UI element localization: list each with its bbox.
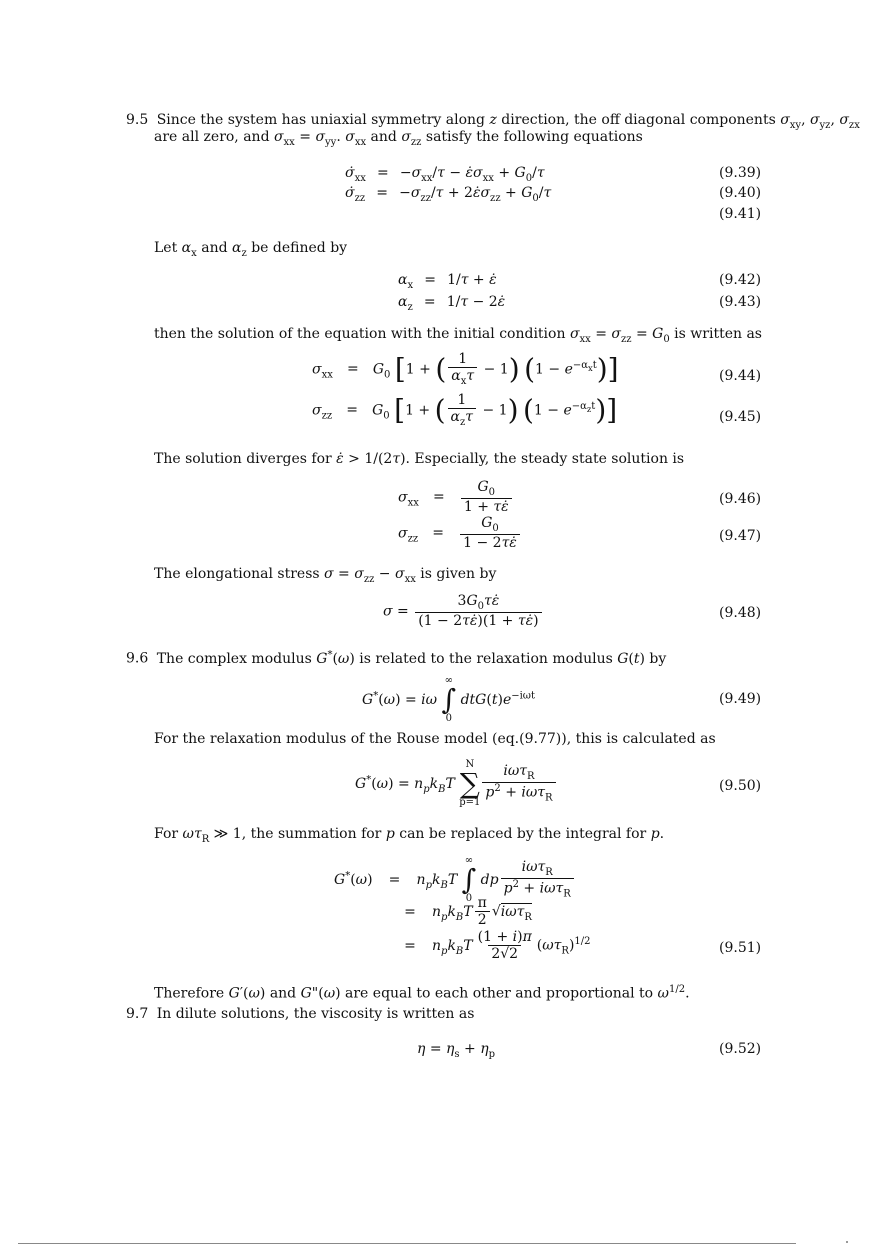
elong-text: The elongational stress $\sigma = \sigma_{zz} - \sigma_{xx}$ is given by (154, 566, 497, 585)
equation-9-47: $\sigma_{zz}$ = $\frac{G_0}{1 - 2\tau\varepsiloṅ}$ (398, 516, 522, 551)
equation-9-50: $G^*(\omega) = n_pk_BT$ N ∑ p=1 $\frac{i\omega\tau_R}{p^2 + i\omega\tau_R}$ (355, 760, 558, 808)
equation-9-46: $\sigma_{xx}$ = $\frac{G_0}{1 + \tau\varepsiloṅ}$ (398, 480, 514, 515)
problem-9-5-line2: are all zero, and $\sigma_{xx} = \sigma_{yy}$. $\sigma_{xx}$ and $\sigma_{zz}$ satisfy the following equations (154, 129, 643, 148)
sum-upper-limit: N (465, 759, 475, 770)
diverge-text: The solution diverges for ε̇ > 1/(2τ). Especially, the steady state solution is (154, 451, 685, 467)
equation-number: (9.47) (719, 528, 762, 544)
problem-9-7-text: In dilute solutions, the viscosity is written as (156, 1006, 475, 1022)
equation-number: (9.45) (719, 409, 762, 425)
equation-number: (9.50) (719, 778, 762, 794)
equation-9-48: σ = $\frac{3G_0\tau\varepsiloṅ}{(1 - 2\tau\varepsiloṅ)(1 + \tau\varepsiloṅ)}$ (383, 594, 544, 629)
equation-9-51-line3: = $n_pk_BT$ $\frac{(1 + i)\pi}{2√2}$ $(\omega\tau_R)^{1/2}$ (404, 929, 591, 962)
equation-9-51-line1: $G^*(\omega) = n_pk_BT$ ∞ ∫ 0 dp $\frac{i\omega\tau_R}{p^2 + i\omega\tau_R}$ (334, 856, 576, 904)
therefore-text: Therefore G′(ω) and G"(ω) are equal to each other and proportional to $\omega^{1/2}$. (154, 984, 690, 1002)
equation-number: (9.40) (719, 185, 762, 201)
equation-number: (9.39) (719, 165, 762, 181)
solution-text: then the solution of the equation with the initial condition $\sigma_{xx} = \sigma_{zz} = G_0$ is written as (154, 326, 762, 345)
equation-number: (9.48) (719, 605, 762, 621)
footer-rule (18, 1243, 796, 1244)
equation-9-42: $\alpha_x = 1/\tau$ + ε̇ (398, 272, 497, 291)
equation-number: (9.42) (719, 272, 762, 288)
sum-lower-limit: p=1 (459, 797, 481, 808)
equation-9-49: G*(ω) = iω ∞ ∫ 0 $dtG(t)e^{-i\omega t}$ (362, 675, 535, 724)
equation-9-52: $\eta = \eta_s + \eta_p$ (417, 1041, 495, 1060)
footer-dot (846, 1241, 848, 1243)
equation-number: (9.46) (719, 491, 762, 507)
equation-9-39: $\sigmȧ_{xx} = -\sigma_{xx}/\tau$ − $\varepsiloṅ\sigma_{xx} + G_0/\tau$ (345, 165, 545, 184)
equation-number: (9.43) (719, 294, 762, 310)
equation-number: (9.52) (719, 1041, 762, 1057)
limit-text: For $\omega\tau_R$ ≫ 1, the summation for p can be replaced by the integral for p. (154, 826, 665, 845)
equation-number: (9.49) (719, 691, 762, 707)
problem-number: 9.5 (126, 112, 149, 128)
rouse-text: For the relaxation modulus of the Rouse model (eq.(9.77)), this is calculated as (154, 731, 716, 747)
equation-9-44: $\sigma_{xx} = G_0$ [1 + ( $\frac{1}{\alpha_x\tau}$ − 1) $(1 - e^{-\alpha_xt})$] (312, 351, 619, 387)
equation-number: (9.51) (719, 940, 762, 956)
equation-9-43: $\alpha_z = 1/\tau$ − 2ε̇ (398, 294, 506, 313)
equation-9-45: $\sigma_{zz} = G_0$ [1 + ( $\frac{1}{\alpha_z\tau}$ − 1) $(1 - e^{-\alpha_zt})$] (312, 392, 618, 428)
equation-number: (9.41) (719, 206, 762, 222)
problem-number: 9.6 (126, 650, 149, 667)
problem-number: 9.7 (126, 1006, 149, 1022)
problem-9-6-header: 9.6 The complex modulus G*(ω) is related to the relaxation modulus G(t) by (126, 649, 667, 667)
let-text: Let $\alpha_x$ and $\alpha_z$ be defined by (154, 240, 348, 259)
problem-9-5-header: 9.5 Since the system has uniaxial symmetry along z direction, the off diagonal components $\sigma_{xy}$, $\sigma_{yz}$, $\sigma_{zx}$ (126, 112, 860, 131)
equation-number: (9.44) (719, 368, 762, 384)
equation-9-51-line2: = $n_pk_BT$ $\frac{\pi}{2}$ √iωτ$_R$ (404, 895, 532, 928)
equation-9-40: $\sigmȧ_{zz} = -\sigma_{zz}/\tau$ + $2\varepsiloṅ\sigma_{zz} + G_0/\tau$ (345, 185, 552, 204)
problem-9-7-header (126, 1006, 474, 1022)
